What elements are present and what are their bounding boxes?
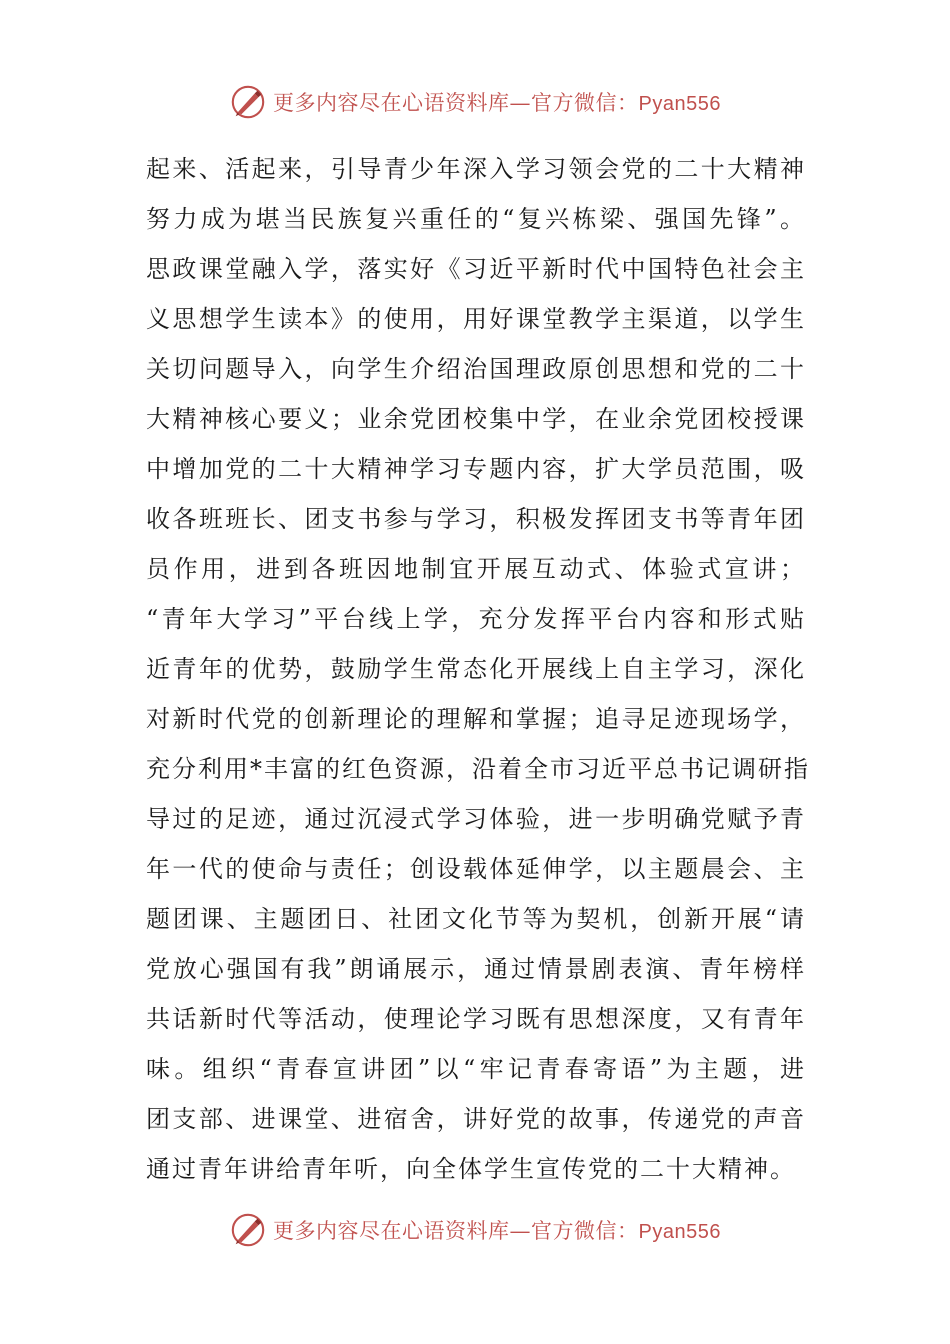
body-line: 年一代的使命与责任；创设载体延伸学，以主题晨会、主 (146, 855, 806, 883)
header-watermark-text (273, 87, 721, 117)
header-watermark-label: 更多内容尽在心语资料库—官方微信： (273, 91, 639, 115)
body-line: 团支部、进课堂、进宿舍，讲好党的故事，传递党的声音 (146, 1105, 806, 1133)
pen-logo-icon (229, 1211, 267, 1249)
footer-watermark-text (273, 1215, 721, 1245)
body-line: 收各班班长、团支书参与学习，积极发挥团支书等青年团 (146, 505, 806, 533)
footer-watermark-label: 更多内容尽在心语资料库—官方微信： (273, 1219, 639, 1243)
body-line: 味。组织“青春宣讲团”以“牢记青春寄语”为主题，进 (146, 1055, 806, 1083)
body-line: 中增加党的二十大精神学习专题内容，扩大学员范围，吸 (146, 455, 806, 483)
body-line: 义思想学生读本》的使用，用好课堂教学主渠道，以学生 (146, 305, 806, 333)
pen-logo-icon (229, 83, 267, 121)
header-wechat-handle: Pyan556 (638, 93, 721, 115)
footer-wechat-handle: Pyan556 (638, 1221, 721, 1243)
body-line: 关切问题导入，向学生介绍治国理政原创思想和党的二十 (146, 355, 806, 383)
body-line: 充分利用*丰富的红色资源，沿着全市习近平总书记调研指 (146, 755, 810, 783)
body-line: 大精神核心要义；业余党团校集中学，在业余党团校授课 (146, 405, 806, 433)
body-line: 对新时代党的创新理论的理解和掌握；追寻足迹现场学， (146, 705, 806, 733)
body-line: 共话新时代等活动，使理论学习既有思想深度，又有青年 (146, 1005, 806, 1033)
body-line: 员作用，进到各班因地制宜开展互动式、体验式宣讲； (146, 555, 806, 583)
body-line: 近青年的优势，鼓励学生常态化开展线上自主学习，深化 (146, 655, 806, 683)
body-line: 党放心强国有我”朗诵展示，通过情景剧表演、青年榜样 (146, 955, 806, 983)
body-line: 起来、活起来，引导青少年深入学习领会党的二十大精神 (146, 155, 806, 183)
body-line: “青年大学习”平台线上学，充分发挥平台内容和形式贴 (146, 605, 806, 633)
body-line: 导过的足迹，通过沉浸式学习体验，进一步明确党赋予青 (146, 805, 806, 833)
body-line: 通过青年讲给青年听，向全体学生宣传党的二十大精神。 (146, 1155, 796, 1183)
body-line: 努力成为堪当民族复兴重任的“复兴栋梁、强国先锋”。 (146, 205, 806, 233)
footer-watermark-banner (0, 1210, 950, 1250)
body-line: 题团课、主题团日、社团文化节等为契机，创新开展“请 (146, 905, 806, 933)
body-line: 思政课堂融入学，落实好《习近平新时代中国特色社会主 (146, 255, 806, 283)
document-body (146, 144, 810, 1194)
header-watermark-banner (0, 82, 950, 122)
